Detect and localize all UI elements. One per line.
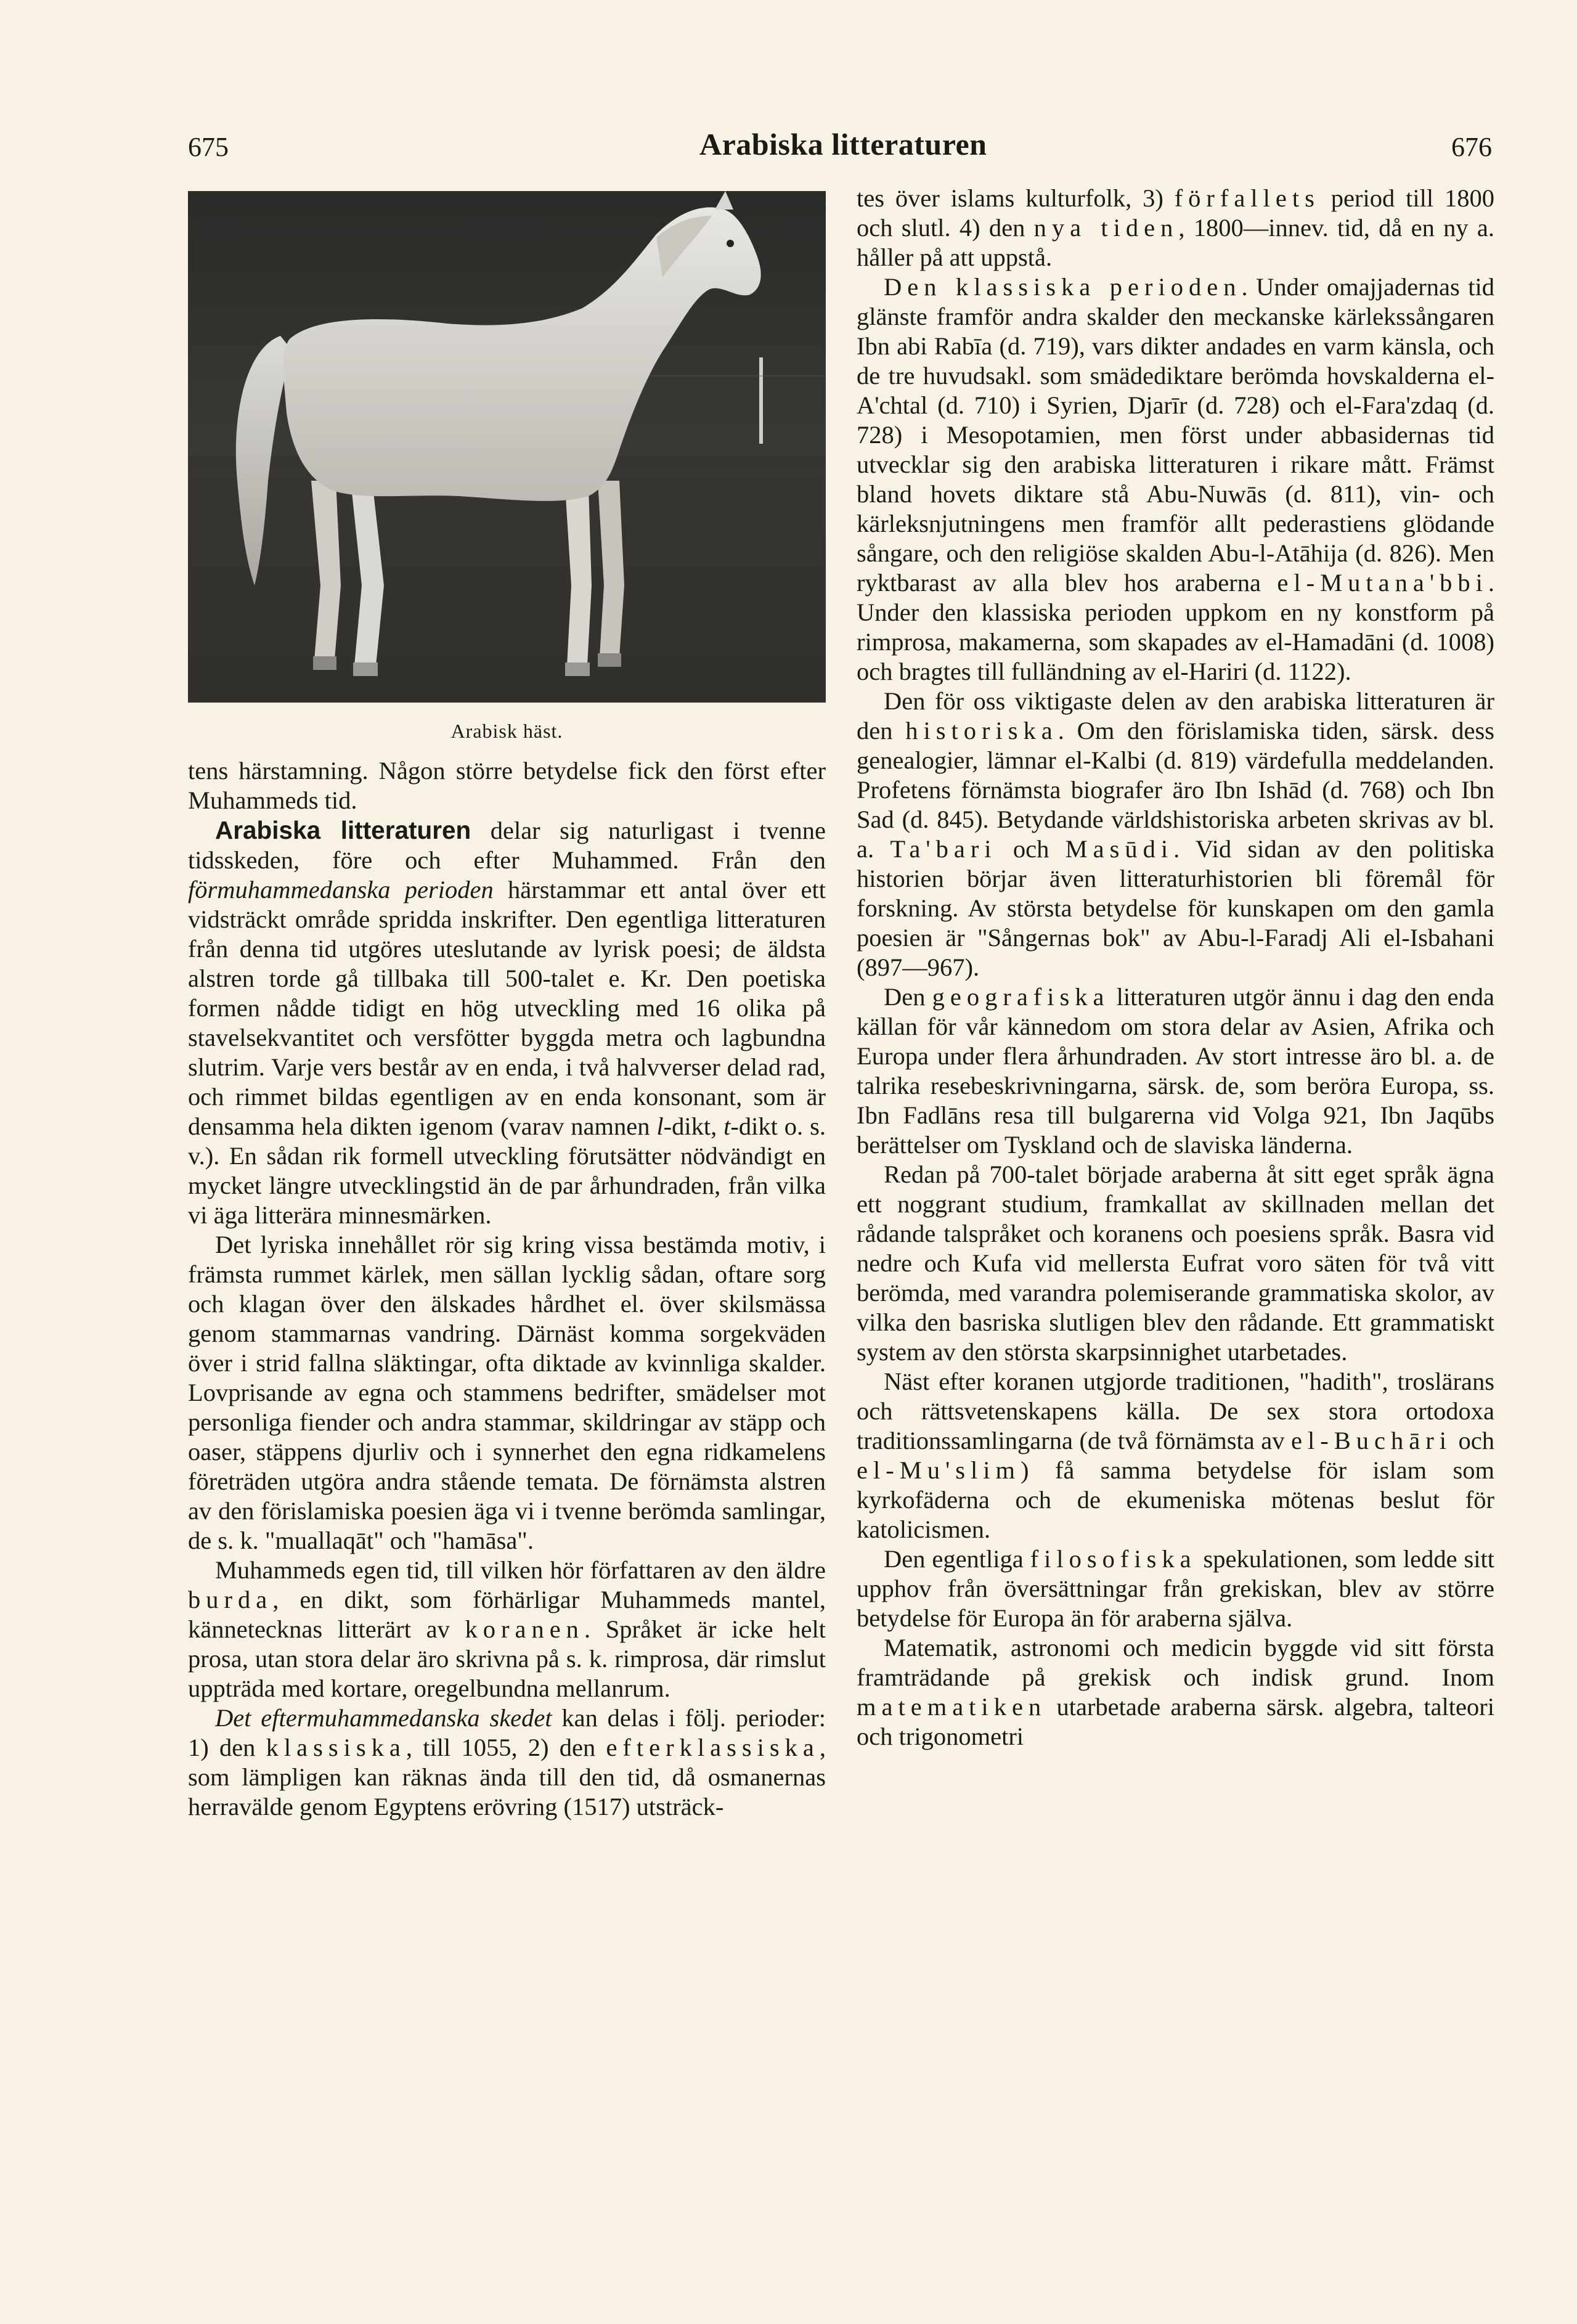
paragraph: Den klassiska perioden. Under omajjadernas tid glänste framför andra skalder den meckanske kärlekssångaren Ibn abi Rabīa (d. 719), vars dikter andades en varm känsla, och de tre huvudsakl. som smädediktare berömda hovskalderna el-A'chtal (d. 710) i Syrien, Djarīr (d. 728) och el-Fara'zdaq (d. 728) i Mesopotamien, men först under abbasidernas tid utvecklar sig den arabiska litteraturen i rikare mått. Främst bland hovets diktare stå Abu-Nuwās (d. 811), vin- och kärleksnjutningens men framför allt pederastiens glödande sångare, och den religiöse skalden Abu-l-Atāhija (d. 826). Men ryktbarast av alla blev hos araberna el-Mutana'bbi. Under den klassiska perioden uppkom en ny konstform på rimprosa, makamerna, som skapades av el-Hamadāni (d. 1008) och bragtes till fulländning av el-Hariri (d. 1122). bbox=[857, 273, 1495, 685]
paragraph: tens härstamning. Någon större betydelse fick den först efter Muhammeds tid. bbox=[188, 757, 826, 814]
page-header bbox=[0, 126, 1577, 169]
paragraph: tes över islams kulturfolk, 3) förfallets period till 1800 och slutl. 4) den nya tiden, 1800—innev. tid, då en ny a. håller på att uppstå. bbox=[857, 184, 1494, 271]
left-column bbox=[188, 191, 826, 1822]
paragraph: Arabiska litteraturen delar sig naturligast i tvenne tidsskeden, före och efter Muhammed. Från den förmuhammedanska perioden härstammar ett antal över ett vidsträckt område spridda inskrifter. Den egentliga litteraturen från denna tid utgöres uteslutande av lyrisk poesi; de äldsta alstren torde gå tillbaka till 500-talet e. Kr. Den poetiska formen nådde tidigt en hög utveckling med 16 olika på stavelsekvantitet och versfötter byggda metra och lagbundna slutrim. Varje vers består av en enda, i två halvverser delad rad, och rimmet bildas egentligen av en enda konsonant, som är densamma hela dikten igenom (varav namnen l-dikt, t-dikt o. s. v.). En sådan rik formell utveckling förutsätter nödvändigt en mycket längre utvecklingstid än de par århundraden, från vilka vi äga litterära minnesmärken. bbox=[188, 816, 826, 1229]
right-column bbox=[857, 184, 1494, 1751]
figure bbox=[188, 191, 826, 743]
paragraph: Den för oss viktigaste delen av den arabiska litteraturen är den historiska. Om den förislamiska tiden, särsk. dess genealogier, lämnar el-Kalbi (d. 819) värdefulla meddelanden. Profetens förnämsta biografer äro Ibn Ishād (d. 768) och Ibn Sad (d. 845). Betydande världshistoriska arbeten skrivas av bl. a. Ta'bari och Masūdi. Vid sidan av den politiska historien börjar även litteraturhistorien bli föremål för forskning. Av största betydelse för kunskapen om den gamla poesien är "Sångernas bok" av Abu-l-Faradj Ali el-Isbahani (897—967). bbox=[857, 687, 1494, 981]
page-number-left: 675 bbox=[188, 132, 229, 162]
paragraph: Redan på 700-talet började araberna åt sitt eget språk ägna ett noggrant studium, framkallat av skillnaden mellan det rådande talspråket och koranens och poesiens språk. Basra vid nedre och Kufa vid mellersta Eufrat voro säten för två vitt berömda, med varandra polemiserande grammatiska skolor, av vilka den basriska slutligen blev den rådande. Ett grammatiskt system av den största skarpsinnighet utarbetades. bbox=[857, 1160, 1494, 1366]
figure-caption: Arabisk häst. bbox=[450, 720, 563, 742]
page-number-right: 676 bbox=[1451, 132, 1492, 162]
paragraph: Det eftermuhammedanska skedet kan delas i följ. perioder: 1) den klassiska, till 1055, 2) den efterklassiska, som lämpligen kan räknas ända till den tid, då osmanernas herravälde genom Egyptens erövring (1517) utsträck- bbox=[188, 1704, 826, 1820]
paragraph: Matematik, astronomi och medicin byggde vid sitt första framträdande på grekisk och indisk grund. Inom matematiken utarbetade araberna särsk. algebra, talteori och trigonometri bbox=[857, 1634, 1494, 1750]
paragraph: Näst efter koranen utgjorde traditionen, "hadith", troslärans och rättsvetenskapens källa. De sex stora ortodoxa traditionssamlingarna (de två förnämsta av el-Buchāri och el-Mu'slim) få samma betydelse för islam som kyrkofäderna och de ekumeniska mötenas beslut för katolicismen. bbox=[857, 1368, 1494, 1543]
horse-photo bbox=[188, 191, 826, 703]
paragraph: Den geografiska litteraturen utgör ännu i dag den enda källan för vår kännedom om stora delar av Asien, Afrika och Europa under flera århundraden. Av stort intresse äro bl. a. de talrika resebeskrivningarna, särsk. de, som beröra Europa, ss. Ibn Fadlāns resa till bulgarerna vid Volga 921, Ibn Jaqūbs berättelser om Tyskland och de slaviska länderna. bbox=[857, 983, 1494, 1159]
paragraph: Muhammeds egen tid, till vilken hör författaren av den äldre burda, en dikt, som förhärligar Muhammeds mantel, kännetecknas litterärt av koranen. Språket är icke helt prosa, utan stora delar äro skrivna på s. k. rimprosa, där rimslut uppträda med kortare, oregelbundna mellanrum. bbox=[188, 1556, 826, 1702]
paragraph: Det lyriska innehållet rör sig kring vissa bestämda motiv, i främsta rummet kärlek, men sällan lycklig sådan, oftare sorg och klagan över den älskades hårdhet el. över skilsmässa genom stammarnas vandring. Därnäst komma sorgekväden över i strid fallna släktingar, ofta diktade av kvinnliga skalder. Lovprisande av egna och stammens bedrifter, smädelser mot personliga fiender och andra stammar, skildringar av stäpp och oaser, stäppens djurliv och i synnerhet den egna ridkamelens företräden utgöra andra stående temata. De förnämsta alstren av den förislamiska poesien äga vi i tvenne berömda samlingar, de s. k. "muallaqāt" och "hamāsa". bbox=[188, 1231, 826, 1554]
running-title: Arabiska litteraturen bbox=[699, 127, 987, 161]
paragraph: Den egentliga filosofiska spekulationen, som ledde sitt upphov från översättningar från grekiskan, blev av större betydelse för Europa än för araberna själva. bbox=[857, 1545, 1494, 1632]
